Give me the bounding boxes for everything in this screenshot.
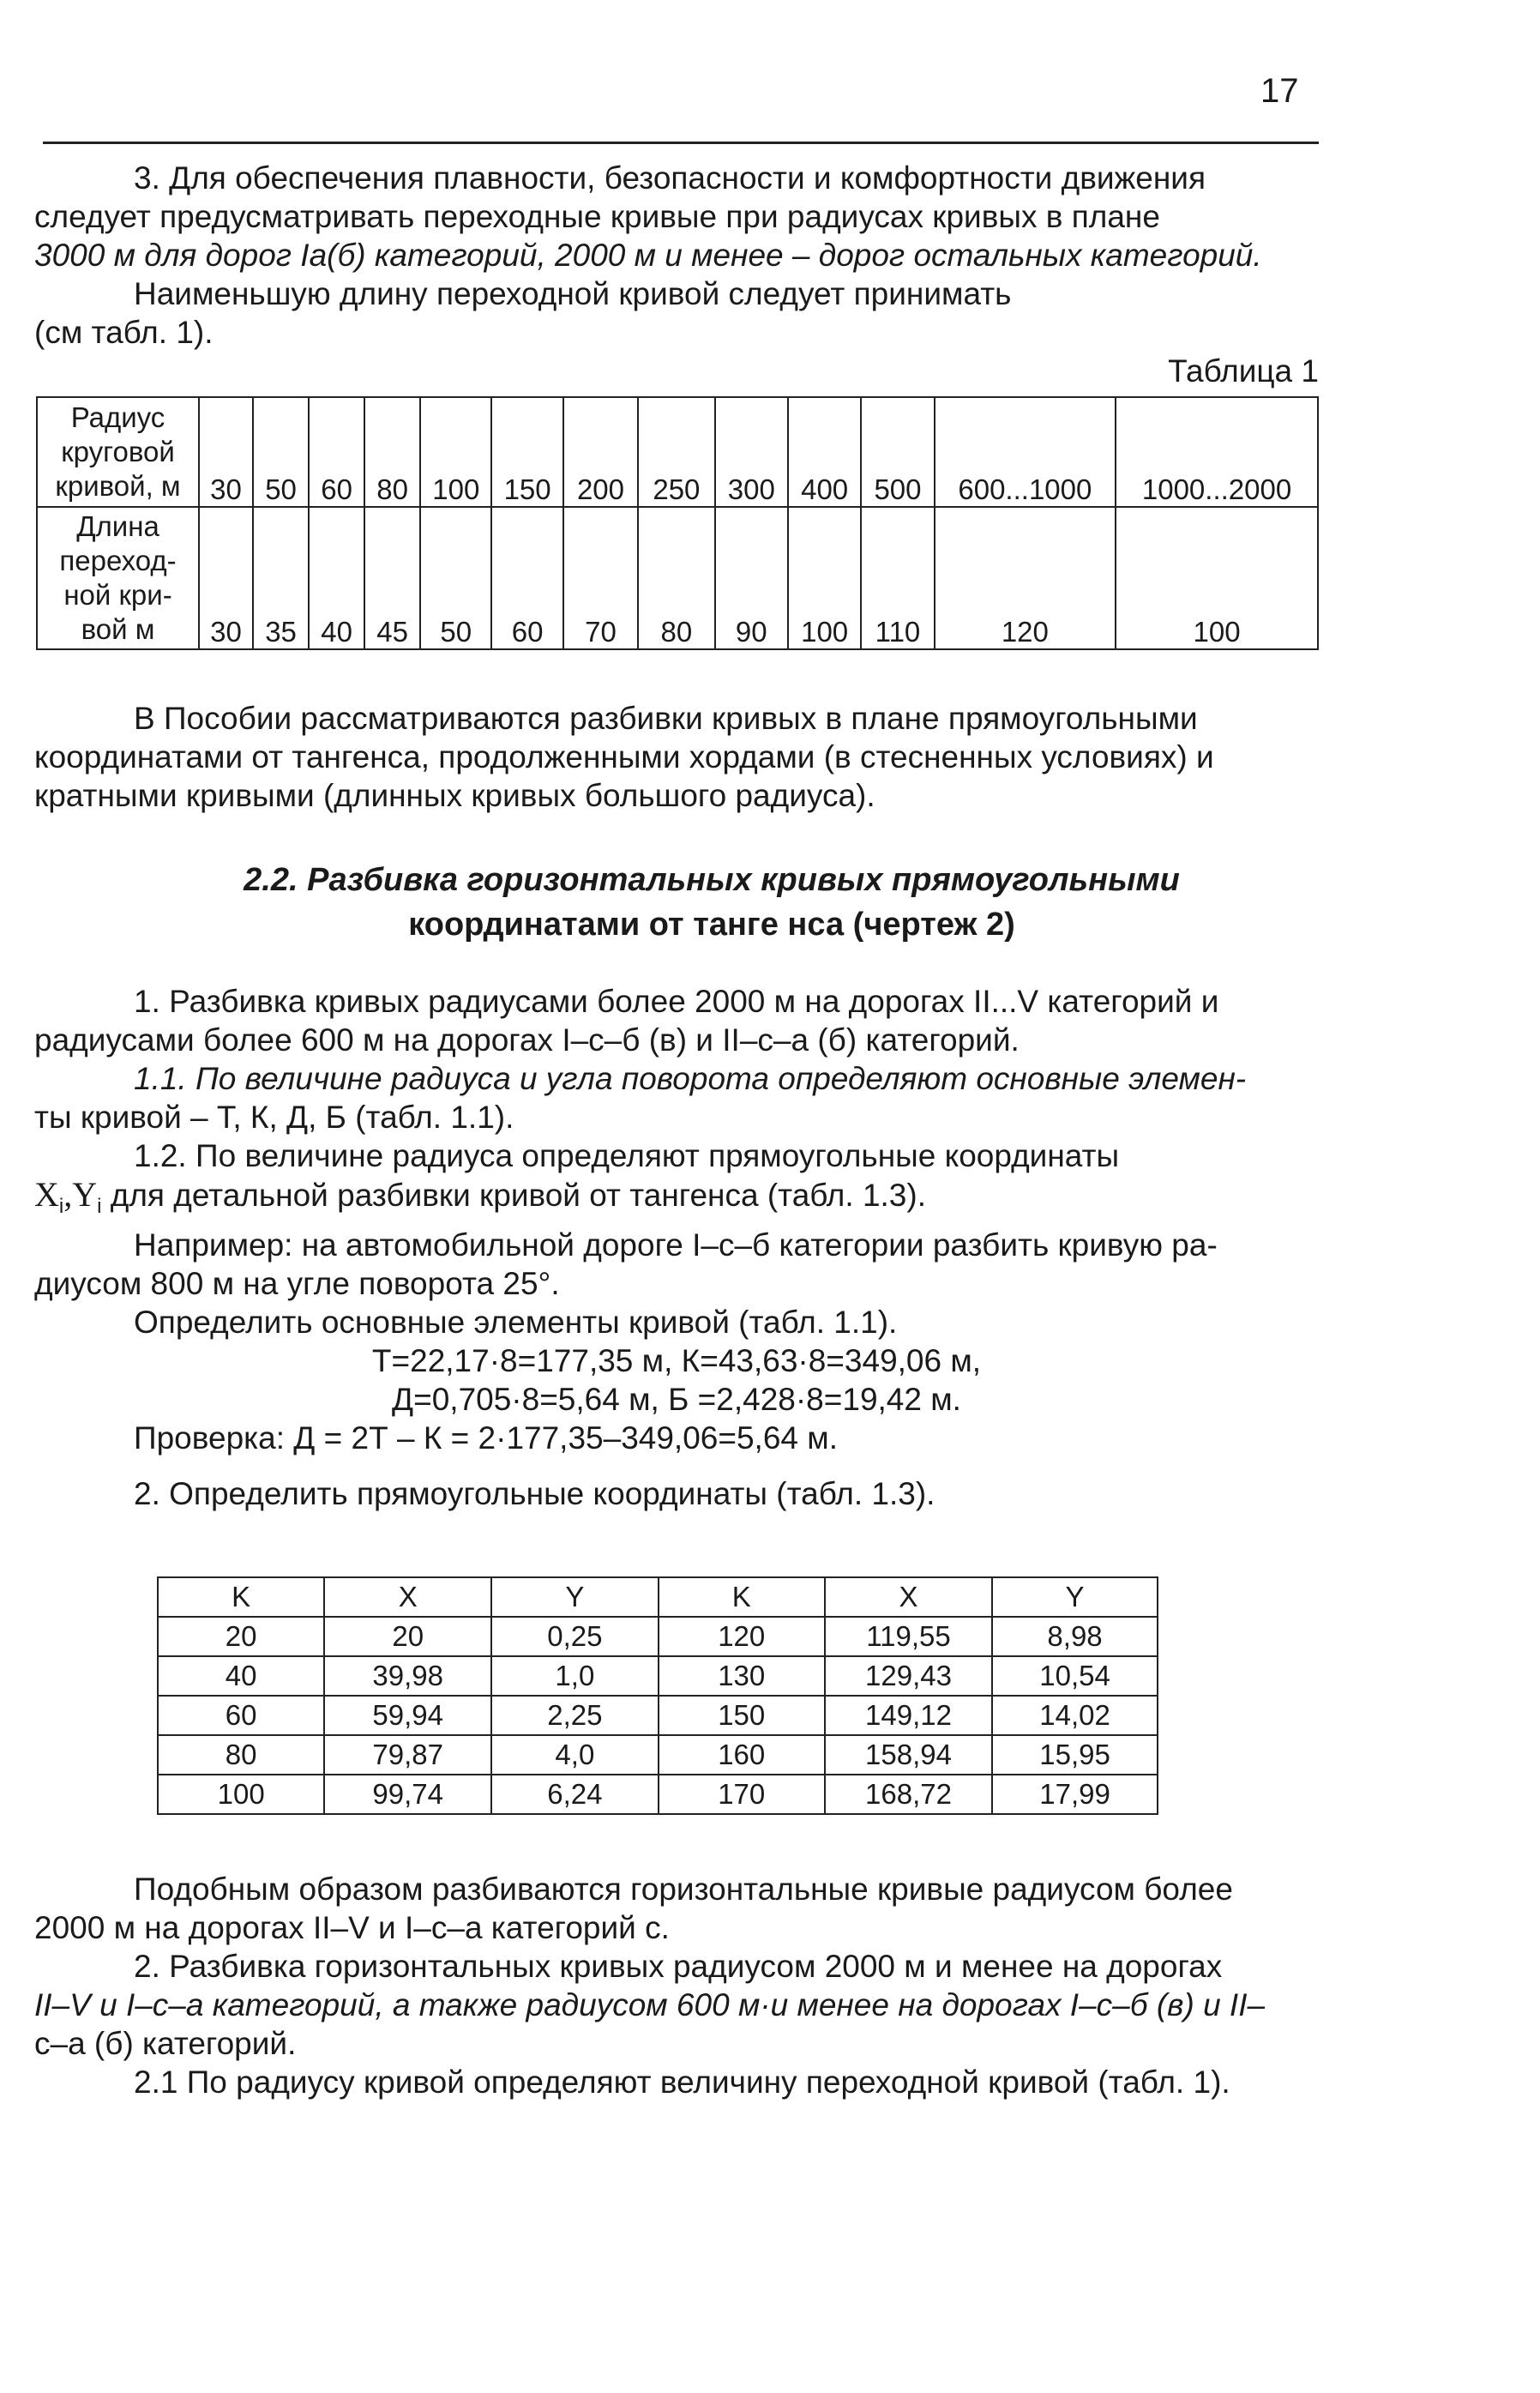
table1-cell: 70 bbox=[563, 507, 638, 649]
s12-line-2-text: для детальной разбивки кривой от тангенса (табл. 1.3). bbox=[110, 1178, 926, 1213]
table1-cell: 100 bbox=[1116, 507, 1318, 649]
table2-cell: 2,25 bbox=[491, 1696, 658, 1735]
table2-cell: 17,99 bbox=[992, 1775, 1158, 1814]
coord-y-index: i bbox=[97, 1195, 102, 1218]
transition-curve-table bbox=[36, 396, 1319, 650]
table2-cell: 4,0 bbox=[491, 1735, 658, 1775]
closing-line: 2.1 По радиусу кривой определяют величину переходной кривой (табл. 1). bbox=[134, 2064, 1230, 2100]
table2-header: X bbox=[825, 1577, 992, 1617]
table2-cell: 8,98 bbox=[992, 1617, 1158, 1656]
table1-cell: 35 bbox=[253, 507, 309, 649]
intro-line-2: следует предусматривать переходные кривые при радиусах кривых в плане bbox=[34, 199, 1160, 234]
methods-line: кратными кривыми (длинных кривых большого радиуса). bbox=[34, 778, 875, 813]
table1-header-line: кривой, м bbox=[55, 470, 181, 502]
example-line-2: диусом 800 м на угле поворота 25°. bbox=[34, 1266, 560, 1301]
closing-line: 2. Разбивка горизонтальных кривых радиусом 2000 м и менее на дорогах bbox=[134, 1949, 1223, 1984]
table1-header-line: вой м bbox=[81, 613, 155, 645]
s12-line-1: 1.2. По величине радиуса определяют прямоугольные координаты bbox=[134, 1138, 1120, 1173]
table2-cell: 6,24 bbox=[491, 1775, 658, 1814]
table2-cell: 170 bbox=[659, 1775, 825, 1814]
table1-cell: 50 bbox=[420, 507, 491, 649]
section-title-line-2: координатами от танге нса (чертеж 2) bbox=[408, 907, 1015, 943]
table1-row-header bbox=[37, 507, 199, 649]
table2-cell: 60 bbox=[158, 1696, 324, 1735]
table2-cell: 99,74 bbox=[324, 1775, 491, 1814]
table1-row-header bbox=[37, 397, 199, 507]
coordinates-table bbox=[157, 1576, 1158, 1815]
table2-row bbox=[158, 1656, 1158, 1696]
coord-comma: , bbox=[63, 1175, 73, 1214]
table2-cell: 0,25 bbox=[491, 1617, 658, 1656]
table1-cell: 30 bbox=[199, 507, 253, 649]
page-number: 17 bbox=[1260, 72, 1299, 110]
s1-line-1: 1. Разбивка кривых радиусами более 2000 м на дорогах II...V категорий и bbox=[134, 984, 1219, 1019]
s12-line-2 bbox=[34, 1175, 1319, 1226]
coord-y-symbol: Y bbox=[72, 1175, 98, 1214]
table1-header-line: Радиус bbox=[70, 401, 165, 433]
table1-radius-row bbox=[37, 397, 1318, 507]
table2-cell: 120 bbox=[659, 1617, 825, 1656]
table2-cell: 100 bbox=[158, 1775, 324, 1814]
determine-line: Определить основные элементы кривой (табл. 1.1). bbox=[134, 1305, 898, 1340]
coord-x-index: i bbox=[58, 1195, 64, 1218]
table2-cell: 39,98 bbox=[324, 1656, 491, 1696]
methods-line: В Пособии рассматриваются разбивки кривых в плане прямоугольными bbox=[134, 701, 1198, 736]
step2-line: 2. Определить прямоугольные координаты (табл. 1.3). bbox=[134, 1476, 935, 1511]
table1-cell: 80 bbox=[638, 507, 714, 649]
coord-x-symbol: X bbox=[34, 1175, 59, 1214]
table2-cell: 14,02 bbox=[992, 1696, 1158, 1735]
table2-row bbox=[158, 1735, 1158, 1775]
table2-header: Y bbox=[491, 1577, 658, 1617]
closing-section bbox=[34, 1870, 1319, 2101]
table2-header: K bbox=[158, 1577, 324, 1617]
methods-line: координатами от тангенса, продолженными хордами (в стесненных условиях) и bbox=[34, 739, 1214, 775]
table1-header-line: круговой bbox=[61, 436, 175, 467]
s11-line-2: ты кривой – Т, К, Д, Б (табл. 1.1). bbox=[34, 1100, 514, 1135]
example-line-1: Например: на автомобильной дороге I–с–б категории разбить кривую ра- bbox=[134, 1227, 1218, 1263]
section-body bbox=[34, 982, 1319, 1513]
table1-header-line: ной кри- bbox=[63, 579, 172, 611]
section-title bbox=[154, 858, 1269, 947]
table2-header: Y bbox=[992, 1577, 1158, 1617]
table1-header-line: переход- bbox=[59, 545, 177, 576]
table2-cell: 80 bbox=[158, 1735, 324, 1775]
table1-cell: 90 bbox=[715, 507, 788, 649]
closing-line: II–V и I–с–а категорий, а также радиусом 600 м·и менее на дорогах I–с–б (в) и II– bbox=[34, 1987, 1266, 2022]
table2-cell: 59,94 bbox=[324, 1696, 491, 1735]
table1-cell: 600...1000 bbox=[935, 397, 1116, 507]
table2-cell: 79,87 bbox=[324, 1735, 491, 1775]
table2-cell: 10,54 bbox=[992, 1656, 1158, 1696]
section-title-line-1: 2.2. Разбивка горизонтальных кривых прямоугольными bbox=[244, 862, 1180, 898]
table2-header: X bbox=[324, 1577, 491, 1617]
table1-cell: 50 bbox=[253, 397, 309, 507]
table1-cell: 40 bbox=[309, 507, 364, 649]
table2-cell: 158,94 bbox=[825, 1735, 992, 1775]
check-line: Проверка: Д = 2Т – К = 2·177,35–349,06=5,64 м. bbox=[134, 1420, 838, 1456]
table2-header: K bbox=[659, 1577, 825, 1617]
formula-line-1: Т=22,17·8=177,35 м, К=43,63·8=349,06 м, bbox=[371, 1343, 982, 1378]
table1-cell: 30 bbox=[199, 397, 253, 507]
table1-cell: 120 bbox=[935, 507, 1116, 649]
table1-cell: 400 bbox=[788, 397, 861, 507]
table2-cell: 168,72 bbox=[825, 1775, 992, 1814]
table1-cell: 110 bbox=[861, 507, 934, 649]
table1-cell: 60 bbox=[309, 397, 364, 507]
table1-cell: 300 bbox=[715, 397, 788, 507]
table1-cell: 250 bbox=[638, 397, 714, 507]
table1-header-line: Длина bbox=[76, 510, 159, 542]
intro-line-1: 3. Для обеспечения плавности, безопасности и комфортности движения bbox=[134, 160, 1206, 196]
s11-line-1: 1.1. По величине радиуса и угла поворота определяют основные элемен- bbox=[134, 1061, 1247, 1096]
table1-cell: 100 bbox=[420, 397, 491, 507]
closing-line: 2000 м на дорогах II–V и I–с–а категорий с. bbox=[34, 1910, 670, 1945]
closing-line: с–а (б) категорий. bbox=[34, 2026, 297, 2061]
table1-cell: 200 bbox=[563, 397, 638, 507]
table1-cell: 100 bbox=[788, 507, 861, 649]
table2-cell: 119,55 bbox=[825, 1617, 992, 1656]
table1-cell: 80 bbox=[364, 397, 420, 507]
table2-cell: 1,0 bbox=[491, 1656, 658, 1696]
table2-row bbox=[158, 1775, 1158, 1814]
table2-cell: 15,95 bbox=[992, 1735, 1158, 1775]
closing-line: Подобным образом разбиваются горизонтальные кривые радиусом более bbox=[134, 1872, 1233, 1907]
table2-cell: 40 bbox=[158, 1656, 324, 1696]
table2-cell: 150 bbox=[659, 1696, 825, 1735]
intro-line-5: (см табл. 1). bbox=[34, 315, 214, 350]
intro-line-4: Наименьшую длину переходной кривой следует принимать bbox=[134, 276, 1012, 311]
table1-caption: Таблица 1 bbox=[1168, 353, 1319, 389]
methods-paragraph bbox=[34, 699, 1319, 815]
table2-row bbox=[158, 1696, 1158, 1735]
table1-cell: 60 bbox=[491, 507, 562, 649]
table2-cell: 20 bbox=[158, 1617, 324, 1656]
s1-line-2: радиусами более 600 м на дорогах I–с–б (в) и II–с–а (б) категорий. bbox=[34, 1022, 1020, 1058]
intro-section bbox=[34, 159, 1319, 390]
table2-cell: 149,12 bbox=[825, 1696, 992, 1735]
table1-cell: 150 bbox=[491, 397, 562, 507]
table2-cell: 160 bbox=[659, 1735, 825, 1775]
table1-cell: 1000...2000 bbox=[1116, 397, 1318, 507]
intro-line-3: 3000 м для дорог Ia(б) категорий, 2000 м и менее – дорог остальных категорий. bbox=[34, 238, 1262, 273]
table2-cell: 130 bbox=[659, 1656, 825, 1696]
table2-row bbox=[158, 1617, 1158, 1656]
header-rule bbox=[43, 142, 1319, 144]
formula-line-2: Д=0,705·8=5,64 м, Б =2,428·8=19,42 м. bbox=[392, 1382, 961, 1417]
table1-length-row bbox=[37, 507, 1318, 649]
table1-cell: 45 bbox=[364, 507, 420, 649]
table2-header-row bbox=[158, 1577, 1158, 1617]
table2-cell: 20 bbox=[324, 1617, 491, 1656]
table1-cell: 500 bbox=[861, 397, 934, 507]
table2-cell: 129,43 bbox=[825, 1656, 992, 1696]
